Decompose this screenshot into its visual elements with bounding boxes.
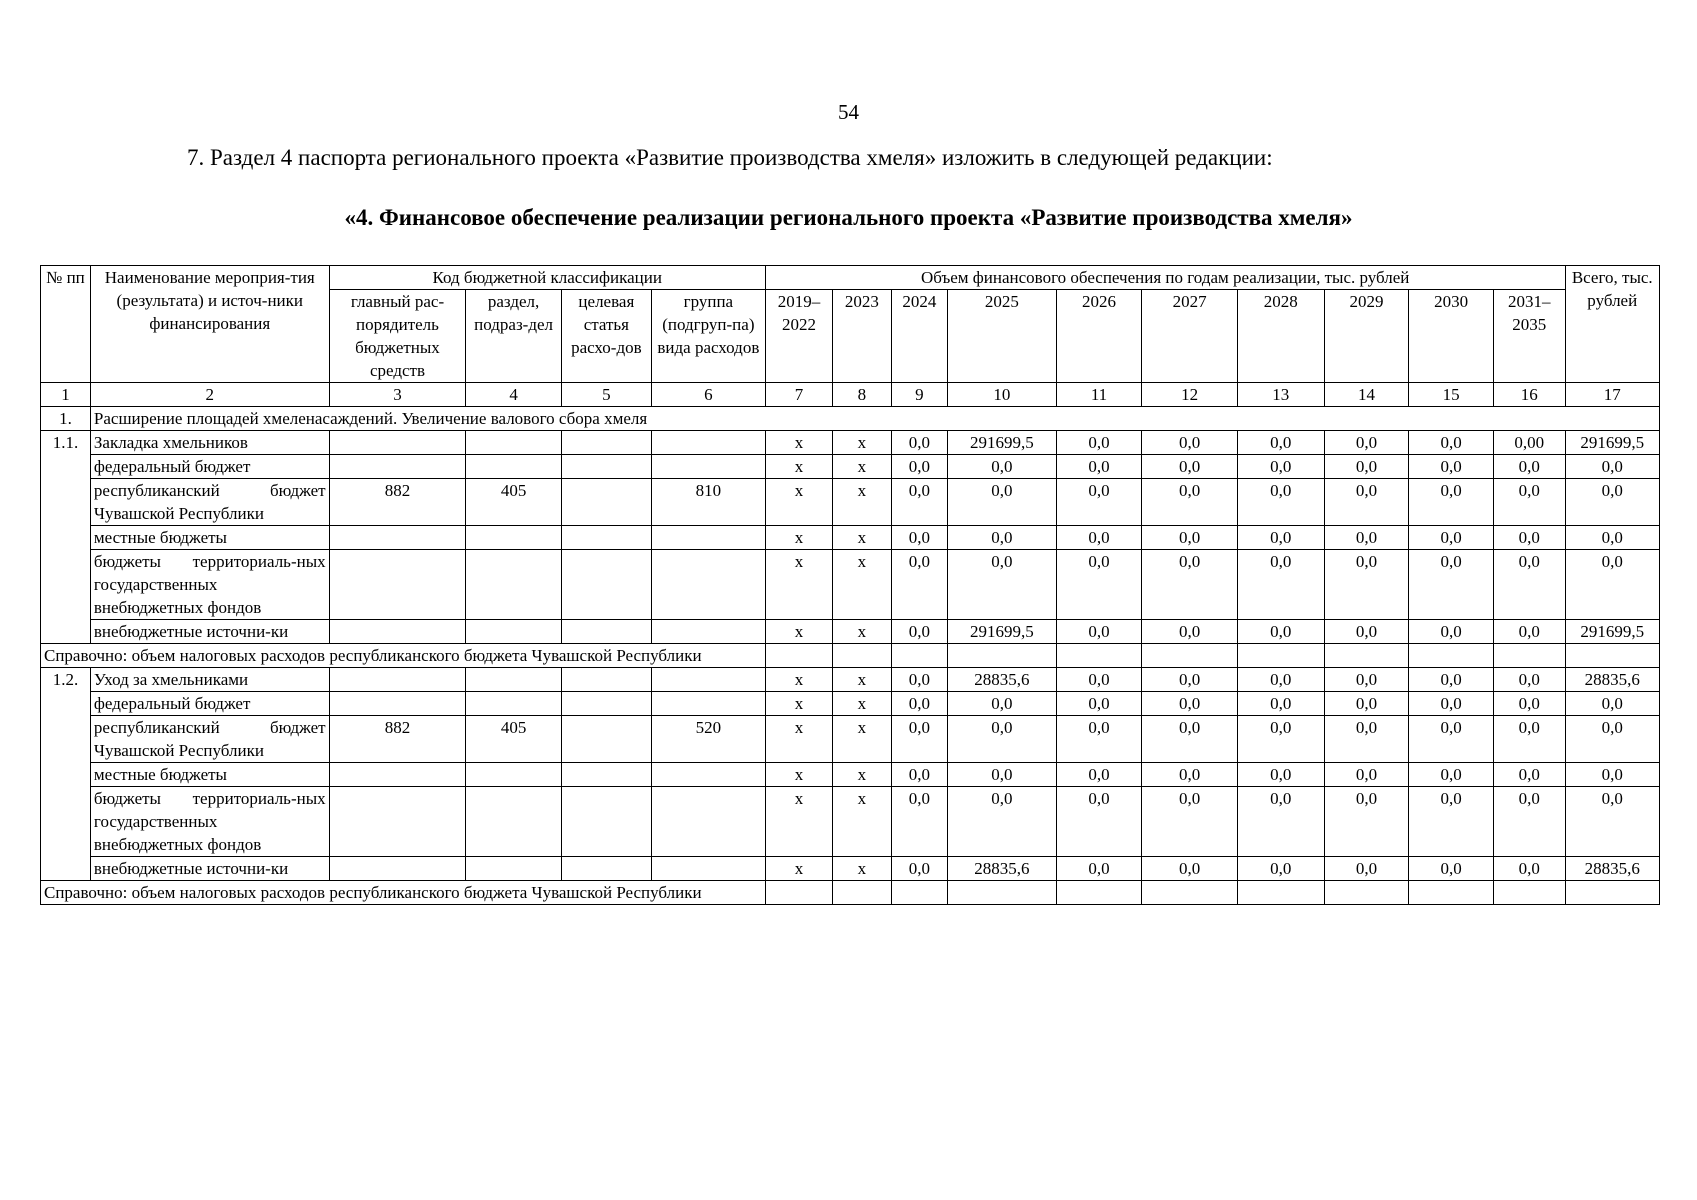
kbk-cell [561, 455, 651, 479]
financing-table [40, 265, 1660, 905]
value-cell: 0,0 [1237, 668, 1324, 692]
value-cell: 0,0 [1056, 431, 1142, 455]
value-cell: 0,0 [1056, 787, 1142, 857]
value-cell: 0,0 [1493, 455, 1565, 479]
kbk-cell [651, 620, 765, 644]
value-cell: 291699,5 [1565, 431, 1660, 455]
value-cell: x [765, 692, 832, 716]
value-cell: 0,0 [1237, 550, 1324, 620]
kbk-cell [651, 692, 765, 716]
table-row [41, 479, 1660, 526]
value-cell: 0,0 [1409, 526, 1494, 550]
header-name: Наименование мероприя-тия (результата) и источ-ники финансирования [90, 266, 329, 383]
kbk-cell: 405 [466, 716, 561, 763]
empty-cell [1565, 644, 1660, 668]
kbk-cell [329, 455, 466, 479]
kbk-cell [561, 692, 651, 716]
value-cell: 0,0 [1493, 550, 1565, 620]
kbk-cell [561, 787, 651, 857]
header-kbk-col: раздел, подраз-дел [466, 290, 561, 383]
value-cell: 0,0 [1237, 526, 1324, 550]
value-cell: 0,0 [1409, 431, 1494, 455]
value-cell: x [833, 716, 892, 763]
value-cell: 0,0 [891, 550, 947, 620]
column-number: 15 [1409, 383, 1494, 407]
value-cell: 0,0 [948, 692, 1057, 716]
item-name: республиканский бюджет Чувашской Республики [90, 716, 329, 763]
value-cell: 0,0 [891, 526, 947, 550]
value-cell: 0,0 [1142, 787, 1237, 857]
value-cell: 0,0 [1324, 479, 1409, 526]
header-year: 2031–2035 [1493, 290, 1565, 383]
kbk-cell [561, 857, 651, 881]
value-cell: x [833, 550, 892, 620]
value-cell: 0,0 [1142, 455, 1237, 479]
kbk-cell [466, 431, 561, 455]
value-cell: 0,0 [1056, 692, 1142, 716]
table-row [41, 787, 1660, 857]
value-cell: 0,0 [948, 455, 1057, 479]
value-cell: 0,0 [1237, 620, 1324, 644]
kbk-cell [329, 692, 466, 716]
item-name: внебюджетные источни-ки [90, 857, 329, 881]
value-cell: 0,0 [948, 479, 1057, 526]
value-cell: x [833, 526, 892, 550]
column-number: 6 [651, 383, 765, 407]
header-year: 2023 [833, 290, 892, 383]
value-cell: x [765, 526, 832, 550]
item-name: бюджеты территориаль-ных государственных внебюджетных фондов [90, 787, 329, 857]
item-name: Уход за хмельниками [90, 668, 329, 692]
value-cell: 0,0 [1493, 763, 1565, 787]
item-name: местные бюджеты [90, 763, 329, 787]
kbk-cell [466, 550, 561, 620]
value-cell: 0,0 [1142, 857, 1237, 881]
value-cell: x [765, 455, 832, 479]
empty-cell [1409, 644, 1494, 668]
value-cell: 0,0 [1565, 526, 1660, 550]
item-name: местные бюджеты [90, 526, 329, 550]
instruction-text: 7. Раздел 4 паспорта регионального проекта «Развитие производства хмеля» изложить в следующей редакции: [187, 145, 1273, 170]
value-cell: 0,0 [1237, 787, 1324, 857]
value-cell: x [833, 857, 892, 881]
value-cell: 0,0 [891, 455, 947, 479]
column-number: 17 [1565, 383, 1660, 407]
kbk-cell [466, 526, 561, 550]
kbk-cell [466, 787, 561, 857]
empty-cell [1142, 881, 1237, 905]
value-cell: 0,0 [1324, 787, 1409, 857]
value-cell: x [765, 620, 832, 644]
value-cell: 0,0 [1056, 857, 1142, 881]
value-cell: 0,0 [1056, 763, 1142, 787]
header-year: 2027 [1142, 290, 1237, 383]
empty-cell [765, 644, 832, 668]
kbk-cell [466, 455, 561, 479]
item-name: федеральный бюджет [90, 455, 329, 479]
value-cell: 0,0 [1142, 526, 1237, 550]
value-cell: 0,0 [1409, 763, 1494, 787]
value-cell: 28835,6 [1565, 668, 1660, 692]
kbk-cell [329, 787, 466, 857]
empty-cell [1142, 644, 1237, 668]
value-cell: 0,0 [1056, 716, 1142, 763]
table-row [41, 455, 1660, 479]
item-name: республиканский бюджет Чувашской Республики [90, 479, 329, 526]
value-cell: 0,0 [1565, 692, 1660, 716]
value-cell: 0,0 [1493, 526, 1565, 550]
column-number: 9 [891, 383, 947, 407]
value-cell: 0,0 [948, 550, 1057, 620]
value-cell: 0,0 [1142, 668, 1237, 692]
value-cell: 0,0 [1324, 550, 1409, 620]
item-name: Закладка хмельников [90, 431, 329, 455]
column-number: 7 [765, 383, 832, 407]
header-kbk-col: группа (подгруп-па) вида расходов [651, 290, 765, 383]
value-cell: x [833, 479, 892, 526]
value-cell: 0,0 [1565, 763, 1660, 787]
value-cell: 0,0 [1142, 716, 1237, 763]
column-number: 8 [833, 383, 892, 407]
empty-cell [891, 644, 947, 668]
value-cell: 28835,6 [948, 857, 1057, 881]
reference-row [41, 881, 1660, 905]
kbk-cell [651, 526, 765, 550]
item-name: федеральный бюджет [90, 692, 329, 716]
value-cell: 0,0 [891, 763, 947, 787]
value-cell: 0,0 [948, 716, 1057, 763]
value-cell: x [765, 857, 832, 881]
empty-cell [1056, 644, 1142, 668]
value-cell: 0,0 [891, 479, 947, 526]
kbk-cell: 405 [466, 479, 561, 526]
column-number: 2 [90, 383, 329, 407]
value-cell: 0,0 [1409, 787, 1494, 857]
value-cell: x [765, 763, 832, 787]
value-cell: 291699,5 [1565, 620, 1660, 644]
value-cell: 0,0 [1409, 550, 1494, 620]
empty-cell [1493, 881, 1565, 905]
header-kbk-col: главный рас-порядитель бюджетных средств [329, 290, 466, 383]
value-cell: 0,0 [1493, 716, 1565, 763]
kbk-cell [651, 455, 765, 479]
kbk-cell [329, 668, 466, 692]
header-total: Всего, тыс. рублей [1565, 266, 1660, 383]
value-cell: x [765, 668, 832, 692]
value-cell: 0,0 [891, 787, 947, 857]
value-cell: 0,0 [1056, 479, 1142, 526]
header-year: 2024 [891, 290, 947, 383]
kbk-cell [329, 763, 466, 787]
table-row [41, 620, 1660, 644]
value-cell: 0,0 [1237, 763, 1324, 787]
value-cell: 0,0 [1142, 620, 1237, 644]
value-cell: x [765, 716, 832, 763]
empty-cell [1324, 644, 1409, 668]
kbk-cell [651, 857, 765, 881]
value-cell: 0,0 [1056, 668, 1142, 692]
kbk-cell [329, 526, 466, 550]
value-cell: 0,0 [1493, 668, 1565, 692]
kbk-cell [466, 692, 561, 716]
value-cell: 0,0 [891, 692, 947, 716]
value-cell: 0,0 [1237, 479, 1324, 526]
empty-cell [833, 881, 892, 905]
kbk-cell [561, 716, 651, 763]
value-cell: 0,0 [891, 716, 947, 763]
empty-cell [1409, 881, 1494, 905]
empty-cell [1493, 644, 1565, 668]
value-cell: 0,0 [1565, 455, 1660, 479]
table-row [41, 857, 1660, 881]
kbk-cell [561, 668, 651, 692]
value-cell: 28835,6 [1565, 857, 1660, 881]
header-kbk-col: целевая статья расхо-дов [561, 290, 651, 383]
reference-row [41, 644, 1660, 668]
kbk-cell [329, 857, 466, 881]
value-cell: 28835,6 [948, 668, 1057, 692]
value-cell: x [765, 550, 832, 620]
table-row [41, 526, 1660, 550]
item-number: 1.1. [41, 431, 91, 644]
column-number: 14 [1324, 383, 1409, 407]
kbk-cell [466, 668, 561, 692]
kbk-cell [651, 431, 765, 455]
value-cell: 0,0 [891, 857, 947, 881]
value-cell: 0,0 [1237, 431, 1324, 455]
value-cell: 0,0 [1324, 692, 1409, 716]
value-cell: 0,0 [1493, 787, 1565, 857]
section-heading: «4. Финансовое обеспечение реализации регионального проекта «Развитие производства хмеля» [344, 205, 1353, 230]
kbk-cell [561, 763, 651, 787]
value-cell: 0,0 [1324, 763, 1409, 787]
value-cell: 0,0 [1565, 716, 1660, 763]
column-number: 12 [1142, 383, 1237, 407]
page-number: 54 [838, 100, 859, 124]
value-cell: 0,0 [1142, 692, 1237, 716]
value-cell: 0,0 [1056, 526, 1142, 550]
value-cell: 0,0 [1056, 455, 1142, 479]
value-cell: 0,0 [1493, 857, 1565, 881]
header-year: 2029 [1324, 290, 1409, 383]
kbk-cell [329, 550, 466, 620]
value-cell: x [833, 620, 892, 644]
value-cell: x [833, 668, 892, 692]
kbk-cell: 810 [651, 479, 765, 526]
value-cell: 0,0 [1142, 431, 1237, 455]
header-year: 2025 [948, 290, 1057, 383]
table-row [41, 692, 1660, 716]
item-name: бюджеты территориаль-ных государственных внебюджетных фондов [90, 550, 329, 620]
value-cell: 0,0 [1324, 668, 1409, 692]
header-year: 2026 [1056, 290, 1142, 383]
kbk-cell [466, 763, 561, 787]
value-cell: 0,0 [1409, 668, 1494, 692]
kbk-cell [466, 857, 561, 881]
value-cell: x [765, 479, 832, 526]
table-row [41, 716, 1660, 763]
item-number: 1.2. [41, 668, 91, 881]
column-number: 5 [561, 383, 651, 407]
header-num: № пп [41, 266, 91, 383]
column-number: 16 [1493, 383, 1565, 407]
kbk-cell [466, 620, 561, 644]
column-number: 4 [466, 383, 561, 407]
value-cell: 0,0 [1493, 620, 1565, 644]
kbk-cell [561, 526, 651, 550]
empty-cell [1056, 881, 1142, 905]
value-cell: x [833, 692, 892, 716]
value-cell: x [833, 431, 892, 455]
value-cell: 0,0 [1324, 857, 1409, 881]
value-cell: 0,0 [1409, 692, 1494, 716]
value-cell: 0,0 [1142, 763, 1237, 787]
value-cell: 0,0 [1237, 716, 1324, 763]
header-year: 2019–2022 [765, 290, 832, 383]
kbk-cell [329, 431, 466, 455]
empty-cell [948, 881, 1057, 905]
value-cell: 0,0 [1493, 692, 1565, 716]
value-cell: 0,0 [1237, 857, 1324, 881]
value-cell: 0,0 [1409, 479, 1494, 526]
kbk-cell [651, 668, 765, 692]
empty-cell [1237, 644, 1324, 668]
value-cell: 0,0 [1409, 716, 1494, 763]
column-number: 1 [41, 383, 91, 407]
header-kbk-group: Код бюджетной классификации [329, 266, 765, 290]
table-row [41, 763, 1660, 787]
kbk-cell: 882 [329, 479, 466, 526]
column-number: 3 [329, 383, 466, 407]
empty-cell [948, 644, 1057, 668]
kbk-cell [561, 620, 651, 644]
kbk-cell: 882 [329, 716, 466, 763]
value-cell: 0,0 [1324, 431, 1409, 455]
value-cell: x [765, 787, 832, 857]
value-cell: 0,0 [891, 431, 947, 455]
value-cell: 0,0 [1324, 716, 1409, 763]
value-cell: 0,0 [1142, 550, 1237, 620]
value-cell: 0,0 [891, 668, 947, 692]
kbk-cell [651, 787, 765, 857]
kbk-cell [561, 479, 651, 526]
value-cell: 0,0 [1565, 787, 1660, 857]
column-number: 10 [948, 383, 1057, 407]
value-cell: 0,0 [948, 763, 1057, 787]
table-row [41, 668, 1660, 692]
header-year: 2030 [1409, 290, 1494, 383]
value-cell: x [765, 431, 832, 455]
section-row [41, 407, 1660, 431]
value-cell: x [833, 455, 892, 479]
value-cell: 0,0 [1324, 526, 1409, 550]
item-name: внебюджетные источни-ки [90, 620, 329, 644]
kbk-cell [651, 550, 765, 620]
value-cell: 0,0 [1409, 620, 1494, 644]
value-cell: 291699,5 [948, 431, 1057, 455]
empty-cell [891, 881, 947, 905]
empty-cell [1565, 881, 1660, 905]
value-cell: 0,0 [948, 526, 1057, 550]
value-cell: 0,0 [1409, 455, 1494, 479]
value-cell: 291699,5 [948, 620, 1057, 644]
value-cell: 0,0 [1565, 479, 1660, 526]
kbk-cell [651, 763, 765, 787]
empty-cell [765, 881, 832, 905]
value-cell: 0,0 [1237, 455, 1324, 479]
empty-cell [1324, 881, 1409, 905]
empty-cell [833, 644, 892, 668]
value-cell: 0,0 [1056, 620, 1142, 644]
value-cell: 0,0 [1056, 550, 1142, 620]
section-title: Расширение площадей хмеленасаждений. Увеличение валового сбора хмеля [90, 407, 1659, 431]
reference-text: Справочно: объем налоговых расходов республиканского бюджета Чувашской Республики [41, 644, 766, 668]
value-cell: 0,0 [1324, 455, 1409, 479]
value-cell: x [833, 763, 892, 787]
value-cell: 0,0 [891, 620, 947, 644]
value-cell: 0,0 [1324, 620, 1409, 644]
kbk-cell [329, 620, 466, 644]
value-cell: 0,0 [1409, 857, 1494, 881]
value-cell: 0,0 [1493, 479, 1565, 526]
header-years-group: Объем финансового обеспечения по годам реализации, тыс. рублей [765, 266, 1565, 290]
value-cell: x [833, 787, 892, 857]
reference-text: Справочно: объем налоговых расходов республиканского бюджета Чувашской Республики [41, 881, 766, 905]
column-number: 11 [1056, 383, 1142, 407]
value-cell: 0,0 [1565, 550, 1660, 620]
value-cell: 0,0 [948, 787, 1057, 857]
table-row [41, 550, 1660, 620]
header-year: 2028 [1237, 290, 1324, 383]
kbk-cell: 520 [651, 716, 765, 763]
table-row [41, 431, 1660, 455]
column-number: 13 [1237, 383, 1324, 407]
value-cell: 0,0 [1237, 692, 1324, 716]
value-cell: 0,00 [1493, 431, 1565, 455]
empty-cell [1237, 881, 1324, 905]
section-number: 1. [41, 407, 91, 431]
kbk-cell [561, 550, 651, 620]
kbk-cell [561, 431, 651, 455]
value-cell: 0,0 [1142, 479, 1237, 526]
